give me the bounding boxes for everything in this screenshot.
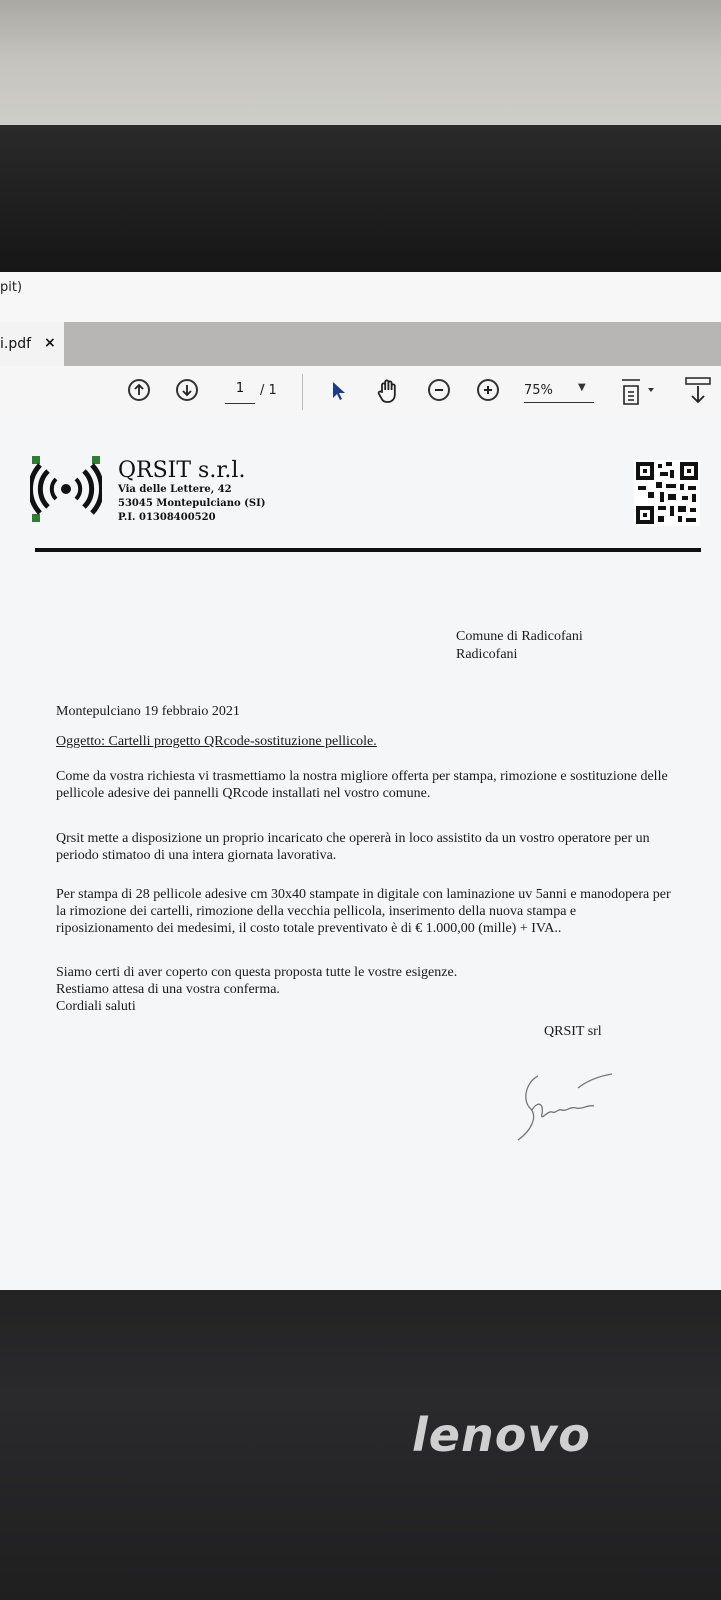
toolbar-divider — [302, 374, 303, 410]
qrsit-logo-icon — [30, 456, 102, 524]
company-address-line2: 53045 Montepulciano (SI) — [118, 498, 266, 509]
zoom-select[interactable]: 75% — [524, 383, 594, 403]
arrow-up-icon — [133, 384, 145, 396]
letter-paragraph-1: Come da vostra richiesta vi trasmettiamo la nostra migliore offerta per stampa, rimozione e sostituzione delle pellicole adesive dei pannelli QRcode installati nel vostro comune. — [56, 769, 668, 801]
tab-bar — [0, 322, 721, 366]
pdf-page — [0, 418, 721, 1322]
letter-paragraph-3: Per stampa di 28 pellicole adesive cm 30x40 stampate in digitale con laminazione uv 5anni e manodopera per la rimozione dei cartelli, rimozione della vecchia pellicola, inserimento della nuova stampa e riposizionamento dei medesimi, il costo totale preventivato è di € 1.000,00 (mille) + IVA.. — [56, 887, 671, 936]
hand-tool-icon[interactable] — [375, 377, 403, 405]
minus-icon — [433, 384, 445, 396]
letter-paragraph-2: Qrsit mette a disposizione un proprio incaricato che opererà in loco assistito da un vostro operatore per un periodo stimatoo di una intera giornata lavorativa. — [56, 831, 650, 863]
letterhead-company — [118, 458, 265, 525]
next-page-button[interactable] — [176, 379, 198, 401]
letter-paragraph-4-line1: Siamo certi di aver coperto con questa proposta tutte le vostre esigenze. — [56, 965, 458, 980]
letter-closing: QRSIT srl — [544, 1024, 602, 1039]
tab-pdf-document[interactable] — [0, 322, 64, 366]
page-total: / 1 — [260, 383, 277, 398]
select-cursor-icon[interactable] — [330, 380, 348, 402]
letter-paragraph-4-line2: Restiamo attesa di una vostra conferma. — [56, 982, 280, 997]
page-number-input[interactable]: 1 — [225, 381, 255, 404]
chevron-down-icon[interactable]: ▼ — [578, 382, 586, 393]
lenovo-brand-logo: lenovo — [412, 1408, 591, 1462]
arrow-down-icon — [181, 384, 193, 396]
letterhead-divider — [35, 548, 701, 552]
background-wall — [0, 0, 721, 130]
company-vat: P.I. 01308400520 — [118, 512, 216, 523]
company-name: QRSIT s.r.l. — [118, 458, 246, 483]
qr-code-image — [634, 460, 700, 526]
tab-label: i.pdf — [0, 336, 32, 352]
fit-page-icon[interactable] — [620, 376, 656, 408]
pdf-toolbar — [0, 366, 721, 419]
letter-paragraph-4-line3: Cordiali saluti — [56, 999, 136, 1014]
laptop-bottom-bezel — [0, 1290, 721, 1600]
recipient-line1: Comune di Radicofani — [456, 629, 583, 644]
zoom-in-button[interactable] — [477, 379, 499, 401]
laptop-top-bezel — [0, 125, 721, 275]
plus-icon — [482, 384, 494, 396]
window-title: pit) — [0, 280, 23, 295]
download-icon[interactable] — [684, 376, 714, 408]
recipient-block — [456, 628, 583, 664]
previous-page-button[interactable] — [128, 379, 150, 401]
laptop-screen — [0, 272, 721, 1322]
letter-date: Montepulciano 19 febbraio 2021 — [56, 704, 240, 719]
close-icon[interactable]: × — [44, 335, 56, 351]
letter-subject: Oggetto: Cartelli progetto QRcode-sostituzione pellicole. — [56, 734, 377, 749]
company-address-line1: Via delle Lettere, 42 — [118, 484, 232, 495]
letter-paragraph-4 — [56, 964, 676, 1015]
handwritten-signature — [508, 1070, 618, 1150]
window-titlebar — [0, 272, 721, 323]
zoom-out-button[interactable] — [428, 379, 450, 401]
recipient-line2: Radicofani — [456, 647, 518, 662]
